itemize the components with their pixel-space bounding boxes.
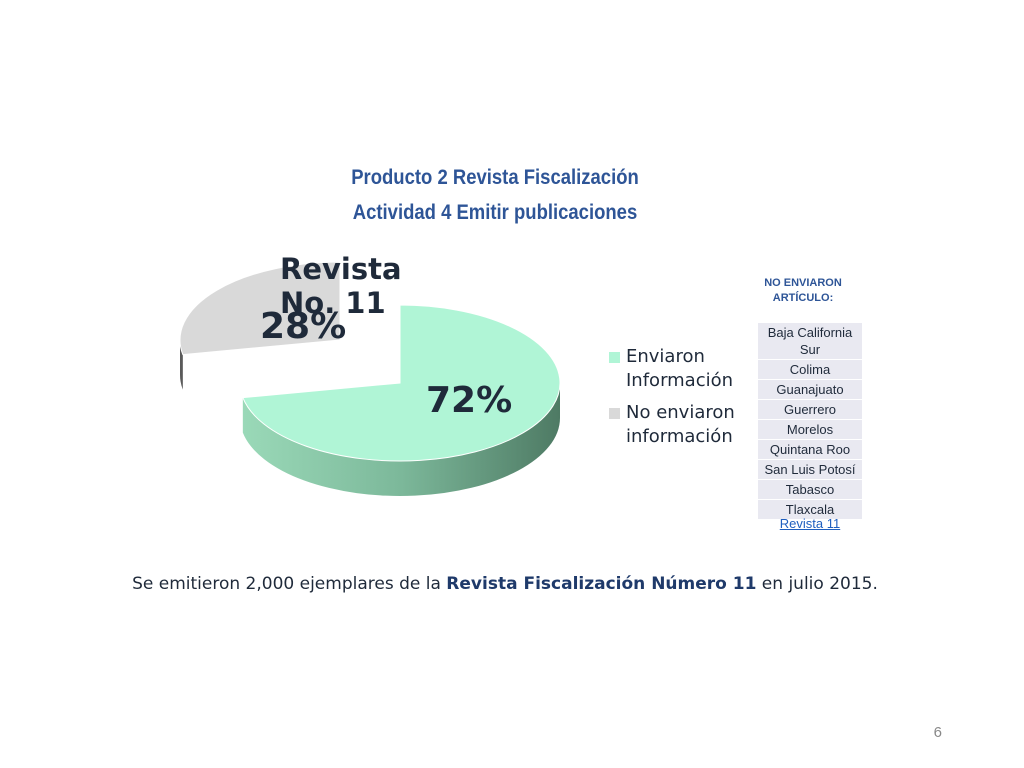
revista-link[interactable]: Revista 11 [779,516,841,531]
title-line-2: Actividad 4 Emitir publicaciones [352,201,638,224]
state-item: Quintana Roo [758,440,862,460]
page-number: 6 [933,724,942,741]
chart-title: Revista No. 11 [280,252,402,320]
chart-legend [609,345,736,457]
caption-suffix: en julio 2015. [756,574,878,594]
state-item: Colima [758,360,862,380]
data-label-enviaron: 72% [426,380,513,421]
caption [0,574,1010,594]
state-item: Tlaxcala [758,500,862,520]
state-item: Guerrero [758,400,862,420]
state-item: Baja California Sur [758,323,862,360]
slide-title [306,160,684,230]
state-item: Guanajuato [758,380,862,400]
legend-label-no-enviaron: No enviaron información [626,402,735,447]
data-label-no-enviaron: 28% [260,306,347,347]
state-item: San Luis Potosí [758,460,862,480]
legend-label-enviaron: Enviaron Información [626,346,734,391]
title-line-1: Producto 2 Revista Fiscalización [351,166,639,189]
state-item: Tabasco [758,480,862,500]
state-list [758,323,862,520]
legend-item-no-enviaron [609,401,736,449]
caption-prefix: Se emitieron 2,000 ejemplares de la [132,574,447,594]
sidebar-header: NO ENVIARON ARTÍCULO: [764,277,842,304]
caption-bold: Revista Fiscalización Número 11 [446,574,757,594]
legend-swatch-enviaron [609,352,620,363]
legend-swatch-no-enviaron [609,408,620,419]
legend-item-enviaron [609,345,736,393]
state-item: Morelos [758,420,862,440]
